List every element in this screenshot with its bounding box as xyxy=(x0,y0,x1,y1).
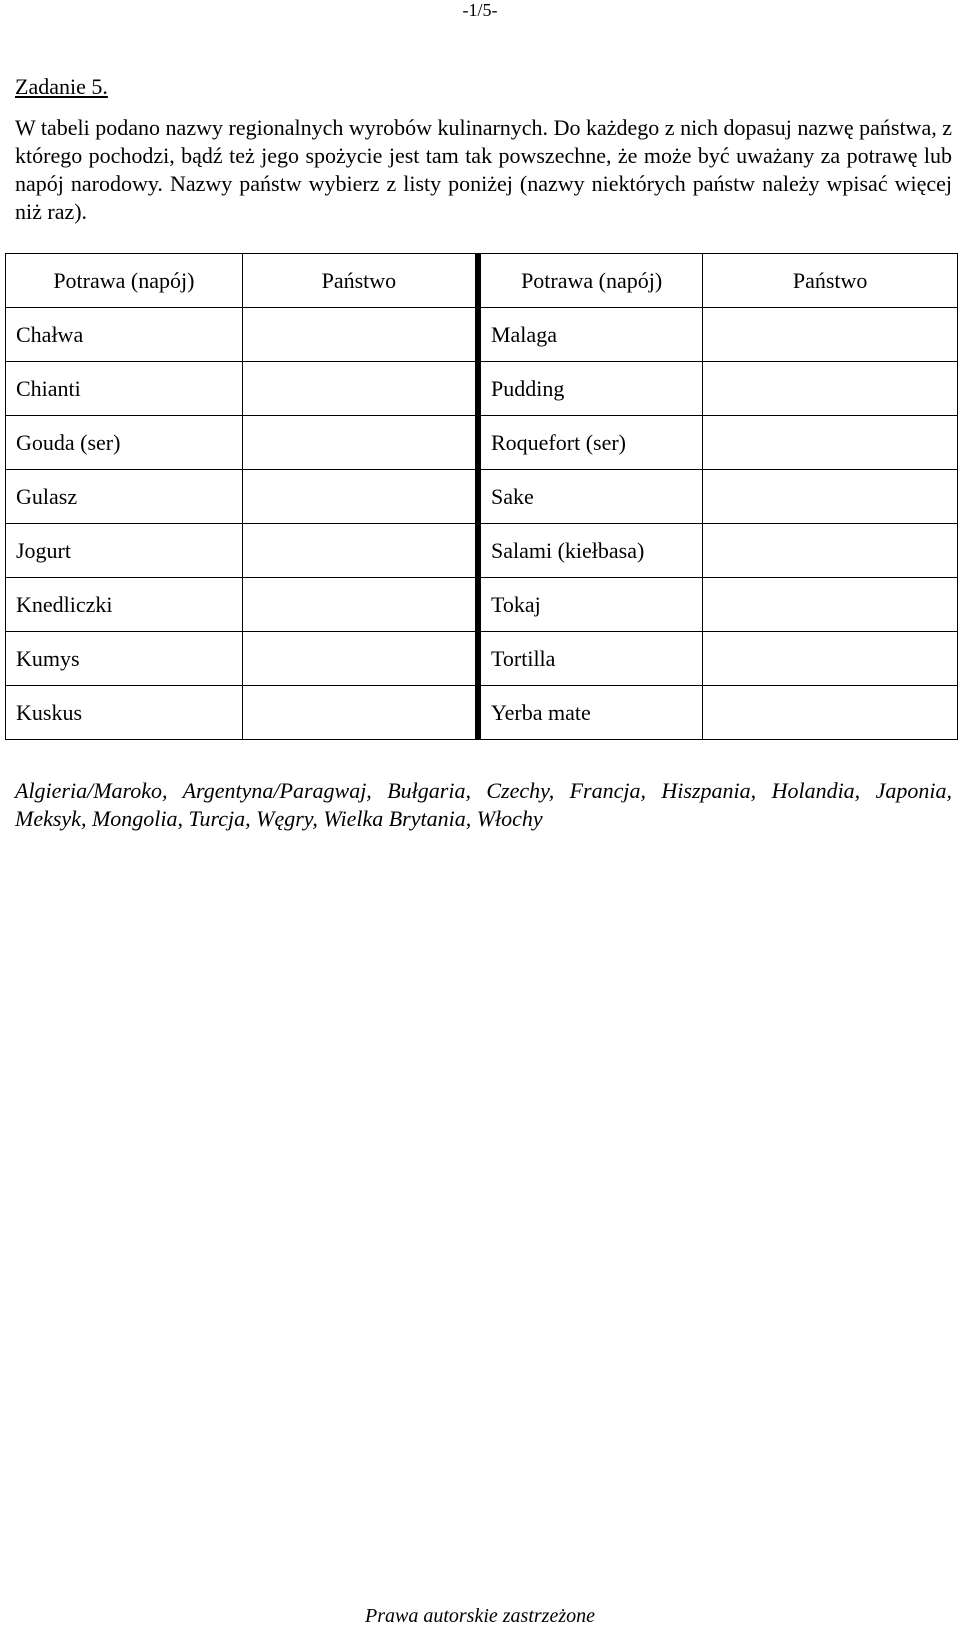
table-row xyxy=(6,578,958,632)
country-answer-cell[interactable] xyxy=(242,470,478,524)
country-list: Algieria/Maroko, Argentyna/Paragwaj, Bułgaria, Czechy, Francja, Hiszpania, Holandia, Japonia, Meksyk, Mongolia, Turcja, Węgry, Wielka Brytania, Włochy xyxy=(15,778,952,831)
food-name-cell: Sake xyxy=(478,470,703,524)
country-answer-cell[interactable] xyxy=(242,416,478,470)
country-answer-cell[interactable] xyxy=(242,686,478,740)
country-answer-cell[interactable] xyxy=(703,470,958,524)
food-name-cell: Roquefort (ser) xyxy=(478,416,703,470)
country-answer-cell[interactable] xyxy=(242,308,478,362)
country-answer-cell[interactable] xyxy=(703,308,958,362)
table-row xyxy=(6,524,958,578)
country-answer-cell[interactable] xyxy=(703,686,958,740)
food-name-cell: Gulasz xyxy=(6,470,243,524)
copyright-footer: Prawa autorskie zastrzeżone xyxy=(365,1605,595,1627)
food-country-table xyxy=(5,253,958,740)
food-name-cell: Kumys xyxy=(6,632,243,686)
country-answer-cell[interactable] xyxy=(703,578,958,632)
country-answer-cell[interactable] xyxy=(242,578,478,632)
header-food-left: Potrawa (napój) xyxy=(6,254,243,308)
food-name-cell: Gouda (ser) xyxy=(6,416,243,470)
header-country-right: Państwo xyxy=(703,254,958,308)
table-row xyxy=(6,632,958,686)
food-name-cell: Yerba mate xyxy=(478,686,703,740)
food-name-cell: Chałwa xyxy=(6,308,243,362)
food-name-cell: Chianti xyxy=(6,362,243,416)
table-header-row xyxy=(6,254,958,308)
country-answer-cell[interactable] xyxy=(703,416,958,470)
food-name-cell: Jogurt xyxy=(6,524,243,578)
task-title: Zadanie 5. xyxy=(15,74,108,99)
country-answer-cell[interactable] xyxy=(242,524,478,578)
table-row xyxy=(6,470,958,524)
table-row xyxy=(6,308,958,362)
food-name-cell: Tokaj xyxy=(478,578,703,632)
country-answer-cell[interactable] xyxy=(242,632,478,686)
page-number: -1/5- xyxy=(462,0,498,20)
header-country-left: Państwo xyxy=(242,254,478,308)
food-name-cell: Malaga xyxy=(478,308,703,362)
table-row xyxy=(6,416,958,470)
country-answer-cell[interactable] xyxy=(703,362,958,416)
food-name-cell: Kuskus xyxy=(6,686,243,740)
country-answer-cell[interactable] xyxy=(242,362,478,416)
country-answer-cell[interactable] xyxy=(703,524,958,578)
food-name-cell: Tortilla xyxy=(478,632,703,686)
task-instructions: W tabeli podano nazwy regionalnych wyrobów kulinarnych. Do każdego z nich dopasuj nazwę państwa, z którego pochodzi, bądź też jego spożycie jest tam tak powszechne, że może być uważany za potrawę lub napój narodowy. Nazwy państw wybierz z listy poniżej (nazwy niektórych państw należy wpisać więcej niż raz). xyxy=(15,115,952,224)
food-name-cell: Knedliczki xyxy=(6,578,243,632)
table-row xyxy=(6,686,958,740)
food-name-cell: Pudding xyxy=(478,362,703,416)
country-answer-cell[interactable] xyxy=(703,632,958,686)
table-row xyxy=(6,362,958,416)
header-food-right: Potrawa (napój) xyxy=(478,254,703,308)
food-name-cell: Salami (kiełbasa) xyxy=(478,524,703,578)
